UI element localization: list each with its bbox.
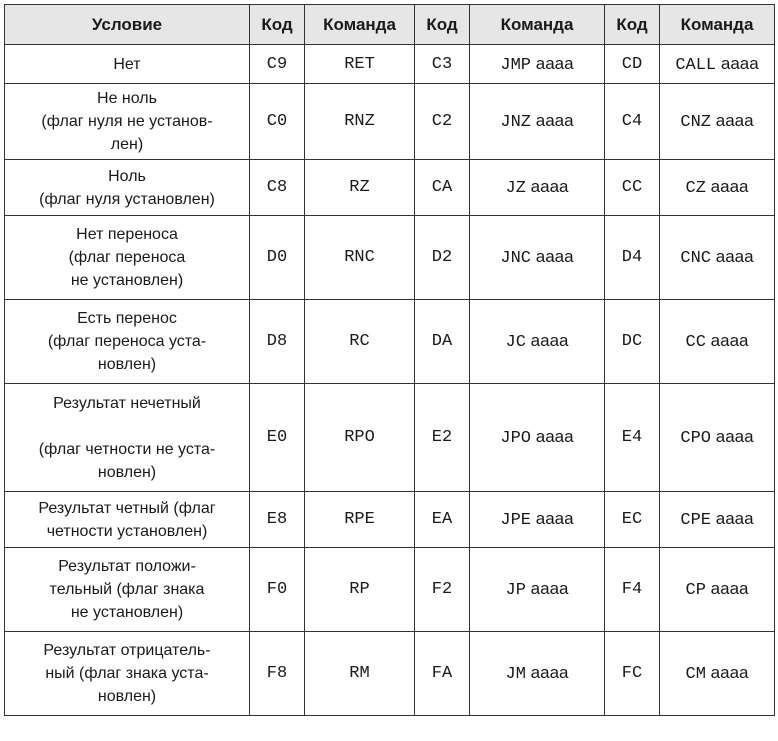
condition-cell <box>5 548 250 632</box>
jmp-command-cell <box>470 632 605 716</box>
table-row <box>5 300 775 384</box>
header-command: Команда <box>470 5 605 45</box>
address-operand: aaaa <box>530 579 569 598</box>
address-operand: aaaa <box>710 331 749 350</box>
condition-cell <box>5 384 250 492</box>
condition-cell <box>5 84 250 160</box>
condition-line: новлен) <box>97 463 157 481</box>
ret-code-cell: E0 <box>250 384 305 492</box>
condition-line: Результат четный (флаг <box>38 499 216 517</box>
header-code: Код <box>415 5 470 45</box>
call-code-cell: D4 <box>605 216 660 300</box>
table-row <box>5 384 775 492</box>
condition-cell <box>5 492 250 548</box>
header-command: Команда <box>305 5 415 45</box>
condition-line: ный (флаг знака уста- <box>45 665 209 682</box>
condition-line: (флаг нуля не установ- <box>41 113 213 130</box>
address-operand: aaaa <box>530 331 569 350</box>
jmp-command-cell <box>470 160 605 216</box>
condition-line <box>11 415 243 438</box>
condition-line: (флаг переноса <box>68 249 186 266</box>
header-row <box>5 5 775 45</box>
ret-code-cell: F8 <box>250 632 305 716</box>
ret-command-cell: RET <box>305 45 415 84</box>
condition-line: лен) <box>110 136 144 153</box>
call-code-cell: CC <box>605 160 660 216</box>
condition-line: Есть перенос <box>77 310 177 327</box>
mnemonic: CPO <box>680 429 712 448</box>
ret-code-cell: C8 <box>250 160 305 216</box>
address-operand: aaaa <box>535 247 574 266</box>
call-command-cell <box>660 548 775 632</box>
table-row <box>5 548 775 632</box>
jmp-command-cell <box>470 84 605 160</box>
address-operand: aaaa <box>710 579 749 598</box>
condition-cell <box>5 216 250 300</box>
mnemonic: CZ <box>685 179 706 198</box>
mnemonic: JP <box>505 581 526 600</box>
ret-command-cell: RZ <box>305 160 415 216</box>
address-operand: aaaa <box>715 427 754 446</box>
instruction-table <box>4 4 775 716</box>
mnemonic: CNC <box>680 249 712 268</box>
condition-line: тельный (флаг знака <box>49 581 205 598</box>
ret-code-cell: E8 <box>250 492 305 548</box>
table-row <box>5 632 775 716</box>
call-code-cell: FC <box>605 632 660 716</box>
call-code-cell: CD <box>605 45 660 84</box>
condition-cell <box>5 160 250 216</box>
table-row <box>5 492 775 548</box>
ret-command-cell: RM <box>305 632 415 716</box>
condition-line: Ноль <box>108 167 146 185</box>
mnemonic: CPE <box>680 511 712 530</box>
condition-line: новлен) <box>97 356 157 373</box>
ret-command-cell: RP <box>305 548 415 632</box>
ret-code-cell: D0 <box>250 216 305 300</box>
condition-cell <box>5 45 250 84</box>
jmp-code-cell: EA <box>415 492 470 548</box>
condition-cell <box>5 300 250 384</box>
call-command-cell <box>660 492 775 548</box>
jmp-code-cell: F2 <box>415 548 470 632</box>
condition-line: не установлен) <box>70 272 184 289</box>
header-command: Команда <box>660 5 775 45</box>
condition-line: Результат положи- <box>58 558 196 575</box>
address-operand: aaaa <box>715 111 754 130</box>
ret-command-cell: RNZ <box>305 84 415 160</box>
call-code-cell: EC <box>605 492 660 548</box>
condition-line: четности установлен) <box>46 522 208 540</box>
table-row <box>5 216 775 300</box>
ret-command-cell: RC <box>305 300 415 384</box>
address-operand: aaaa <box>535 111 574 130</box>
call-code-cell: C4 <box>605 84 660 160</box>
condition-line: новлен) <box>97 688 157 705</box>
address-operand: aaaa <box>535 53 574 73</box>
jmp-code-cell: CA <box>415 160 470 216</box>
jmp-code-cell: DA <box>415 300 470 384</box>
jmp-command-cell <box>470 300 605 384</box>
mnemonic: CC <box>685 333 706 352</box>
address-operand: aaaa <box>710 663 749 682</box>
jmp-code-cell: C3 <box>415 45 470 84</box>
condition-line: (флаг четности не уста- <box>38 440 216 458</box>
condition-line: Нет переноса <box>76 226 178 243</box>
table-row <box>5 45 775 84</box>
address-operand: aaaa <box>530 177 569 196</box>
address-operand: aaaa <box>720 53 759 73</box>
call-command-cell <box>660 632 775 716</box>
ret-code-cell: D8 <box>250 300 305 384</box>
ret-code-cell: F0 <box>250 548 305 632</box>
address-operand: aaaa <box>535 427 574 446</box>
mnemonic: JPO <box>500 429 532 448</box>
address-operand: aaaa <box>715 247 754 266</box>
mnemonic: JMP <box>500 55 532 75</box>
mnemonic: JM <box>505 665 526 684</box>
call-command-cell <box>660 45 775 84</box>
jmp-code-cell: E2 <box>415 384 470 492</box>
jmp-command-cell <box>470 384 605 492</box>
call-command-cell <box>660 300 775 384</box>
table-row <box>5 160 775 216</box>
ret-command-cell: RNC <box>305 216 415 300</box>
condition-line: Результат отрицатель- <box>43 642 211 659</box>
mnemonic: JPE <box>500 511 532 530</box>
condition-line: Результат нечетный <box>53 394 201 412</box>
mnemonic: CNZ <box>680 113 712 132</box>
call-command-cell <box>660 84 775 160</box>
address-operand: aaaa <box>535 509 574 528</box>
header-code: Код <box>605 5 660 45</box>
condition-line: Не ноль <box>97 90 157 107</box>
table-row <box>5 84 775 160</box>
jmp-command-cell <box>470 492 605 548</box>
mnemonic: CP <box>685 581 706 600</box>
jmp-code-cell: FA <box>415 632 470 716</box>
condition-line: (флаг переноса уста- <box>47 333 207 350</box>
header-condition: Условие <box>5 5 250 45</box>
header-code: Код <box>250 5 305 45</box>
mnemonic: CM <box>685 665 706 684</box>
mnemonic: JNZ <box>500 113 532 132</box>
condition-line: Нет <box>113 55 141 73</box>
address-operand: aaaa <box>715 509 754 528</box>
jmp-command-cell <box>470 548 605 632</box>
mnemonic: JZ <box>505 179 526 198</box>
ret-code-cell: C9 <box>250 45 305 84</box>
jmp-code-cell: D2 <box>415 216 470 300</box>
ret-command-cell: RPO <box>305 384 415 492</box>
call-command-cell <box>660 216 775 300</box>
jmp-command-cell <box>470 45 605 84</box>
call-code-cell: DC <box>605 300 660 384</box>
jmp-code-cell: C2 <box>415 84 470 160</box>
address-operand: aaaa <box>530 663 569 682</box>
mnemonic: CALL <box>675 55 717 75</box>
jmp-command-cell <box>470 216 605 300</box>
table-body <box>5 45 775 716</box>
ret-command-cell: RPE <box>305 492 415 548</box>
condition-line: (флаг нуля установлен) <box>39 190 215 208</box>
mnemonic: JNC <box>500 249 532 268</box>
call-command-cell <box>660 384 775 492</box>
call-code-cell: F4 <box>605 548 660 632</box>
condition-line: не установлен) <box>70 604 184 621</box>
address-operand: aaaa <box>710 177 749 196</box>
call-command-cell <box>660 160 775 216</box>
call-code-cell: E4 <box>605 384 660 492</box>
ret-code-cell: C0 <box>250 84 305 160</box>
condition-cell <box>5 632 250 716</box>
mnemonic: JC <box>505 333 526 352</box>
